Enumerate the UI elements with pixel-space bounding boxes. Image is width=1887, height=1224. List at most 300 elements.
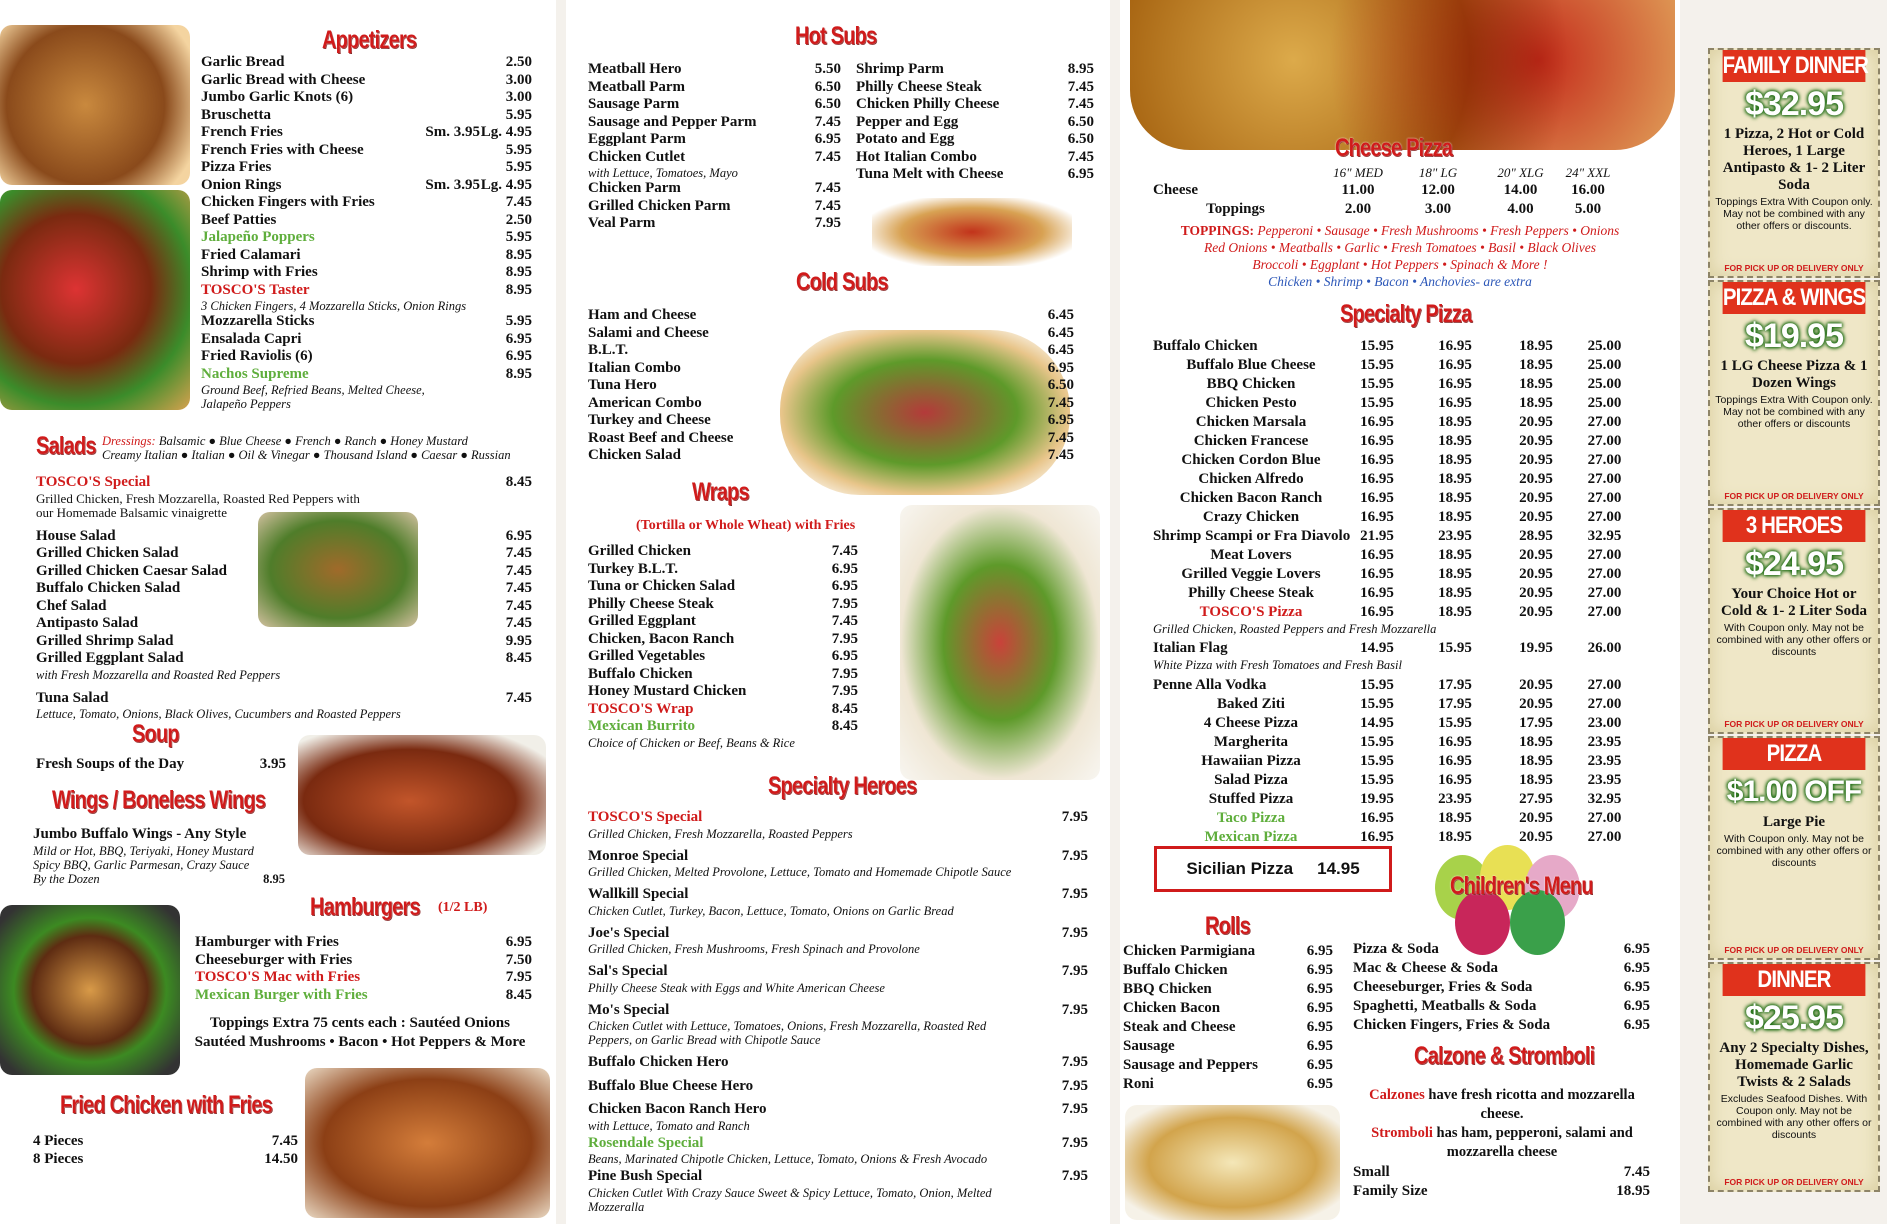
menu-text: 14.95 [1317,859,1360,878]
menu-text: Buffalo Blue Cheese Hero [588,1077,754,1094]
menu-text: 7.95 [1061,1168,1088,1184]
menu-text: 7.45 [1047,447,1074,463]
menu-item-row [1123,1056,1333,1075]
wings-photo [298,735,546,855]
menu-text: Mild or Hot, BBQ, Teriyaki, Honey Mustard [33,843,254,858]
menu-text: 16.95 [1360,810,1394,826]
menu-text: 27.00 [1587,604,1622,620]
menu-item-row [36,756,286,774]
menu-text: 28.95 [1519,528,1553,544]
menu-text: Fried Calamari [201,246,301,263]
fried-chicken-photo [305,1068,550,1218]
menu-text: 7.95 [1061,809,1088,825]
menu-text: Grilled Vegetables [588,648,706,664]
menu-text: 6.95 [1067,166,1094,182]
menu-text: 18.95 [1519,338,1553,354]
menu-text: 18.95 [1438,585,1472,601]
menu-text: Grilled Chicken, Fresh Mozzarella, Roasted Peppers [588,826,853,841]
menu-item-row [1353,940,1650,959]
menu-text: Hot Italian Combo [856,148,977,165]
menu-text: Family Size [1353,1183,1428,1199]
menu-item-row [588,666,858,684]
menu-text: 18.95 [1438,547,1472,563]
menu-text: PIZZA [1723,738,1866,770]
menu-text: 24" XXL [1565,165,1611,180]
menu-item-row [588,613,858,631]
hot-subs-title-wrap [795,22,897,51]
menu-item-row [588,1101,1088,1119]
menu-text: 7.45 [505,597,532,614]
menu-text: 7.95 [831,683,858,699]
calamari-photo [0,25,190,185]
hamburgers-title: Hamburgers [310,893,420,921]
menu-text: Italian Flag [1153,640,1228,656]
menu-item-row [1123,999,1333,1018]
menu-item-row [856,149,1094,167]
menu-text: 5.00 [1574,201,1602,217]
menu-text: 21.95 [1360,528,1394,544]
menu-item-row [36,650,532,668]
menu-text: Cheeseburger, Fries & Soda [1353,979,1533,995]
menu-text: By the Dozen [33,871,100,886]
menu-text: 6.95 [814,131,841,147]
wraps-photo [900,505,1100,780]
menu-text: 7.50 [505,951,532,968]
menu-item-row [1353,959,1650,978]
childrens-menu-list [1353,940,1650,1035]
menu-text: 6.95 [1306,962,1333,978]
menu-text: 27.00 [1587,471,1622,487]
menu-text: Garlic Bread [201,54,285,70]
menu-text: $1.00 OFF [1726,775,1862,808]
menu-text: Mexican Burrito [588,718,696,734]
menu-text: with Lettuce, Tomatoes, Mayo [588,166,738,180]
hamburgers-list [195,934,532,1004]
menu-text: 18.95 [1519,772,1553,788]
calzone-title: Calzone & Stromboli [1414,1042,1595,1070]
menu-text: 20.95 [1519,810,1553,826]
menu-text: 18.95 [1438,566,1472,582]
menu-text: Meat Lovers [1210,547,1292,563]
menu-text: 6.95 [1306,1038,1333,1054]
menu-item-row [588,561,858,579]
menu-text: Chicken Bacon Ranch Hero [588,1101,767,1117]
menu-text: Creamy Italian ● Italian ● Oil & Vinegar ● Thousand Island ● Caesar ● Russian [102,448,511,462]
menu-text: 1 LG Cheese Pizza & 1 Dozen Wings [1720,358,1868,391]
menu-text: 23.95 [1587,734,1622,750]
menu-text: French Fries with Cheese [201,141,364,158]
menu-text: Grilled Chicken, Fresh Mozzarella, Roasted Red Peppers with our Homemade Balsamic vinaigrette [36,490,360,520]
menu-item-row [588,342,1074,360]
soup-title: Soup [132,720,179,748]
menu-text: $32.95 [1745,85,1843,123]
menu-text: 8.95 [1067,61,1094,77]
menu-item-row [588,360,1074,378]
menu-text: Chicken Fingers with Fries [201,194,375,210]
menu-panel-center [566,0,1110,1224]
menu-text: Chicken Pesto [1205,395,1297,411]
menu-text: 7.95 [1061,886,1088,902]
menu-text: 7.45 [831,613,858,629]
menu-text: Ensalada Capri [201,330,302,347]
menu-text: 32.95 [1587,791,1622,807]
menu-text: Shrimp Parm [856,61,944,77]
cheese-pizza-table [1153,165,1613,219]
menu-text: Chicken • Shrimp • Bacon • Anchovies- are extra [1268,274,1532,289]
wraps-subtitle: (Tortilla or Whole Wheat) with Fries [636,518,856,533]
nachos-desc: Ground Beef, Refried Beans, Melted Cheese, Jalapeño Peppers [201,383,425,411]
menu-item-row [588,131,841,149]
menu-item-row [36,528,532,546]
menu-item-row [201,229,532,247]
menu-text: 4 Pieces [33,1133,84,1149]
menu-text: Tuna Hero [588,377,657,393]
menu-item-row [1353,1163,1650,1182]
specialty-heroes-list [588,809,1088,1214]
menu-text: Any 2 Specialty Dishes, Homemade Garlic Twists & 2 Salads [1719,1040,1869,1090]
menu-text: 7.45 [505,545,532,561]
menu-text: Rosendale Special [588,1134,704,1151]
menu-text: 6.50 [814,96,841,112]
menu-text: Beef Patties [201,211,277,228]
menu-text: 19.95 [1519,640,1553,656]
menu-item-row [588,180,841,198]
menu-item-row [588,325,1074,343]
menu-text: 17.95 [1519,715,1553,731]
menu-item-row [201,142,532,160]
menu-text: 8.95 [505,281,532,298]
menu-text: 7.45 [1067,96,1094,112]
price-grid [1153,676,1623,847]
menu-text: Jumbo Buffalo Wings - Any Style [33,826,247,842]
menu-text: 14.50 [264,1150,298,1167]
menu-item-row [856,96,1094,114]
menu-item-row [201,313,532,331]
specialty-pizza-table [1153,337,1623,847]
menu-item-row [856,79,1094,97]
menu-text: 27.00 [1587,433,1622,449]
dressings-block [102,434,552,462]
menu-text: 7.45 [814,197,841,214]
menu-text: 6.95 [505,330,532,347]
menu-text: Toppings [1206,201,1265,217]
menu-text: 18.95 [1438,490,1472,506]
menu-text: 4 Cheese Pizza [1203,715,1299,731]
menu-text: Chef Salad [36,597,107,614]
cold-subs-list [588,307,1074,465]
menu-item-row [1353,997,1650,1016]
coupon-dinner[interactable] [1708,962,1880,1192]
menu-text: Italian Combo [588,359,681,376]
menu-item-row [588,377,1074,395]
menu-item-row [1353,1016,1650,1035]
soup-title-wrap [132,720,191,749]
menu-item-row [201,54,532,72]
menu-text: 18.95 [1438,829,1472,845]
menu-text: Tuna Salad [36,689,109,706]
menu-text: 6.50 [1067,131,1094,147]
menu-text: 6.95 [1306,1057,1333,1073]
menu-text: Turkey and Cheese [588,412,711,428]
menu-text: 18.95 [1519,376,1553,392]
menu-text: Buffalo Chicken Hero [588,1054,729,1070]
menu-text: 15.95 [1360,338,1394,354]
menu-text: 18.95 [1438,509,1472,525]
menu-text: Toppings Extra With Coupon only. May not be combined with any other offers or discounts [1715,394,1873,430]
cheese-pizza-title-wrap [1335,134,1481,163]
menu-item-row [588,631,858,649]
menu-item-row [36,598,532,616]
menu-text: Margherita [1213,734,1289,750]
menu-text: 6.95 [1306,1019,1333,1035]
menu-text: 6.95 [831,578,858,594]
menu-item-row [33,1151,298,1169]
appetizers-title-wrap [322,26,440,55]
menu-text: 16.95 [1360,471,1394,487]
menu-text: Sal's Special [588,963,668,979]
menu-text: Mo's Special [588,1001,670,1018]
menu-text: Grilled Chicken Caesar Salad [36,562,227,579]
menu-text: 14.95 [1360,715,1394,731]
menu-text: 20.95 [1519,471,1553,487]
appetizers-list [201,54,532,411]
menu-text: 11.00 [1341,182,1375,198]
menu-text: Pizza & Soda [1353,941,1439,957]
menu-text: FAMILY DINNER [1723,50,1866,82]
menu-text: 25.00 [1587,376,1622,392]
menu-text: 16.95 [1438,357,1472,373]
menu-text: 2.00 [1344,201,1372,217]
menu-item-row [588,809,1088,827]
menu-text: 6.95 [1306,1000,1333,1016]
menu-text: 18.95 [1438,414,1472,430]
menu-text: 6.95 [1306,1076,1333,1092]
menu-text: 6.50 [1067,113,1094,130]
menu-item-row [1353,1182,1650,1201]
coupon-3-heroes[interactable] [1708,508,1880,734]
menu-text: 7.95 [505,969,532,985]
wraps-title-wrap [692,478,763,507]
menu-text: Cheese [1153,182,1198,198]
calzone-desc [1352,1086,1652,1162]
menu-text: Garlic Bread with Cheese [201,71,366,88]
menu-text: 3.95 [259,756,286,772]
menu-item-row [588,96,841,114]
menu-text: 1 Pizza, 2 Hot or Cold Heroes, 1 Large Antipasto & 1- 2 Liter Soda [1722,126,1866,193]
menu-text: 25.00 [1587,338,1622,354]
menu-text: 20.95 [1519,433,1553,449]
menu-text: Philly Cheese Steak [588,595,714,612]
menu-text: 15.95 [1360,753,1394,769]
menu-text: 16.95 [1360,829,1394,845]
menu-text: Stromboli [1371,1125,1433,1141]
menu-item-row [588,1054,1088,1072]
menu-panel-pizza [1120,0,1680,1224]
menu-item-row [588,395,1074,413]
menu-text: TOSCO'S Mac with Fries [195,969,361,985]
menu-text: Buffalo Chicken [1153,338,1258,354]
menu-item-row [588,1078,1088,1096]
menu-text: Chicken Marsala [1195,414,1307,430]
menu-text: 18.95 [1438,471,1472,487]
menu-text: 7.95 [831,595,858,612]
menu-text: $24.95 [1745,545,1843,583]
menu-text: 8.95 [263,871,285,886]
menu-text: Lg. 4.95 [480,176,532,193]
menu-item-row [201,264,532,282]
menu-text: 7.45 [1047,429,1074,446]
menu-text: 23.95 [1587,772,1622,788]
menu-text: 4.00 [1507,201,1534,217]
menu-text: 6.95 [1306,943,1333,959]
menu-item-row [588,114,841,132]
menu-text: 6.45 [1047,324,1074,341]
menu-item-row [588,1002,1088,1020]
menu-text: 18.95 [1519,753,1553,769]
menu-text: 6.95 [1623,998,1650,1014]
menu-text: Sausage [1123,1038,1175,1054]
menu-text: 16.95 [1438,753,1472,769]
menu-text: 6.45 [1047,307,1074,323]
coupon-family-dinner[interactable] [1708,48,1880,278]
menu-text: Chicken Cordon Blue [1181,452,1321,468]
coupons-panel [1696,0,1887,1224]
menu-text: FOR PICK UP OR DELIVERY ONLY [1724,263,1864,273]
menu-text: 7.45 [814,148,841,165]
menu-text: Bruschetta [201,106,271,123]
menu-text: 18.95 [1519,734,1553,750]
menu-text: Hamburger with Fries [195,934,339,950]
hot-subs-title: Hot Subs [795,22,877,50]
menu-text: 15.95 [1360,696,1394,712]
menu-text: Nachos Supreme [201,365,309,382]
price-grid [1153,337,1623,622]
menu-text: 16.95 [1360,604,1394,620]
menu-text: 6.95 [831,560,858,577]
menu-text: $19.95 [1745,317,1843,355]
menu-item-row [1123,942,1333,961]
rolls-title: Rolls [1205,912,1250,940]
menu-text: House Salad [36,527,116,544]
menu-text: Philly Cheese Steak with Eggs and White American Cheese [588,980,885,995]
menu-text: Baked Ziti [1217,696,1285,712]
menu-text: 7.95 [814,215,841,231]
menu-text: 16.95 [1438,772,1472,788]
menu-text: Sautéed Mushrooms • Bacon • Hot Peppers & More [194,1034,526,1050]
menu-item-row [201,159,532,177]
menu-text: Fried Raviolis (6) [201,348,313,364]
menu-text: Spaghetti, Meatballs & Soda [1353,998,1537,1014]
menu-text: Stuffed Pizza [1208,791,1294,807]
menu-text: 20.95 [1519,566,1553,582]
menu-text: B.L.T. [588,342,629,358]
dressings-label: Dressings: [102,434,156,448]
wings-block [33,826,285,886]
menu-text: 27.95 [1519,791,1553,807]
menu-item-row [588,149,841,167]
menu-item-row [588,1168,1088,1186]
cold-subs-title-wrap [796,268,911,297]
menu-text: With Coupon only. May not be combined with any other offers or discounts [1716,622,1872,658]
salads-title-wrap [36,432,111,461]
menu-text: Chicken Parmigiana [1123,943,1256,959]
menu-item-row [36,690,532,708]
menu-text: Chicken Cutlet With Crazy Sauce Sweet & Spicy Lettuce, Tomato, Onion, Melted Mozzeralla [588,1185,992,1214]
menu-text: 7.95 [1061,1077,1088,1094]
menu-text: 7.45 [814,180,841,196]
menu-text: 6.50 [1047,377,1074,393]
menu-text: Mac & Cheese & Soda [1353,960,1498,976]
menu-text: 17.95 [1438,696,1472,712]
childrens-menu-title: Children's Menu [1450,872,1593,900]
menu-item-row [588,198,841,216]
menu-item-row [588,701,858,719]
menu-text: Broccoli • Eggplant • Hot Peppers • Spinach & More ! [1252,257,1548,272]
specialty-pizza-title-wrap [1340,300,1504,329]
menu-text: 6.45 [1047,342,1074,358]
menu-text: Sausage and Peppers [1123,1057,1259,1073]
menu-text: 27.00 [1587,490,1622,506]
menu-text: Sausage and Pepper Parm [588,113,757,130]
menu-item-row [195,969,532,987]
menu-text: 7.95 [1061,1101,1088,1117]
menu-text: with Lettuce, Tomato and Ranch [588,1118,750,1133]
menu-item-row [588,578,858,596]
menu-text: Grilled Chicken Salad [36,545,179,561]
menu-text: 18.95 [1616,1183,1650,1199]
menu-text: Tuna or Chicken Salad [588,578,736,594]
cold-subs-title: Cold Subs [796,268,888,296]
menu-text: 6.95 [1623,1017,1650,1033]
menu-text: TOSCO'S Taster [201,281,310,298]
menu-text: 16.95 [1360,414,1394,430]
menu-text: 15.95 [1360,395,1394,411]
menu-text: Salad Pizza [1214,772,1288,788]
specialty-heroes-title-wrap [768,772,954,801]
menu-text: Onion Rings [201,176,282,193]
menu-text: Excludes Seafood Dishes. With Coupon only. May not be combined with any other offers or discounts [1716,1093,1872,1141]
coupon-pizza-off[interactable] [1708,736,1880,960]
menu-text: TOSCO'S Special [588,809,703,825]
menu-text: Mexican Burger with Fries [195,986,368,1003]
menu-item-row [856,166,1094,184]
menu-text: Chicken Cutlet, Turkey, Bacon, Lettuce, Tomato, Onions on Garlic Bread [588,903,954,918]
menu-text: Shrimp with Fries [201,264,318,280]
menu-item-row [36,633,532,651]
calzone-photo [1125,1105,1340,1220]
menu-text: 7.95 [1061,1054,1088,1070]
coupon-pizza-wings[interactable] [1708,280,1880,506]
menu-item-row [588,215,841,233]
menu-item-row [588,412,1074,430]
menu-text: TOSCO'S Pizza [1199,604,1303,620]
menu-text: 20.95 [1519,452,1553,468]
menu-text: Roni [1123,1076,1154,1092]
menu-item-row [588,848,1088,866]
menu-text: Buffalo Blue Cheese [1186,357,1316,373]
menu-item-row [1353,978,1650,997]
menu-text: 5.95 [505,141,532,158]
menu-text: 16.95 [1438,395,1472,411]
menu-text: Salami and Cheese [588,324,709,341]
meatball-sub-photo [872,198,1072,266]
salads-title: Salads [36,432,96,460]
menu-text: 6.95 [831,648,858,664]
menu-text: Meatball Hero [588,61,682,77]
menu-text: 18.95 [1438,433,1472,449]
menu-item-row [588,886,1088,904]
menu-item-row [588,963,1088,981]
